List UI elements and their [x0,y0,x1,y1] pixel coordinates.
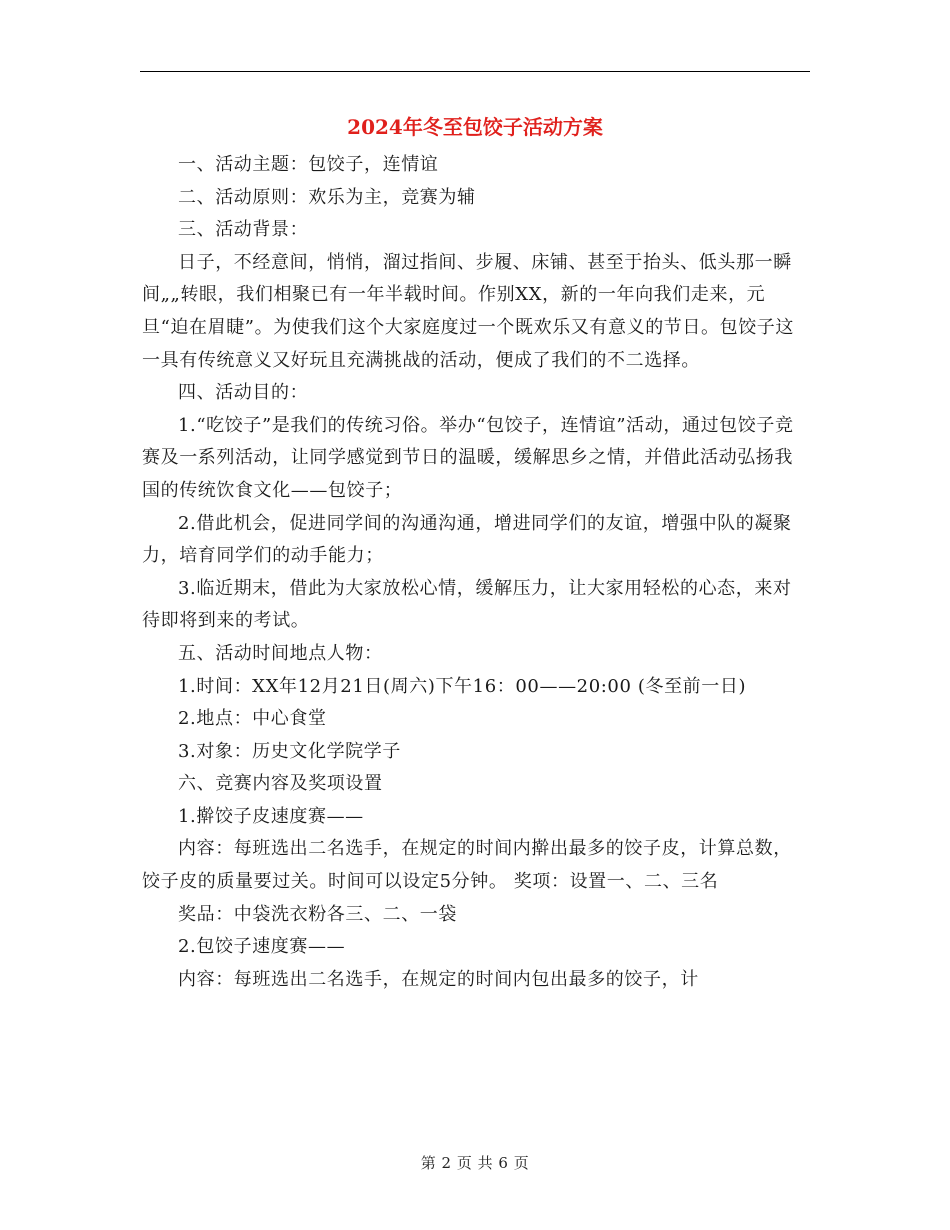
contest-1-content: 内容：每班选出二名选手，在规定的时间内擀出最多的饺子皮，计算总数，饺子皮的质量要过关。时间可以设定5分钟。 奖项：设置一、二、三名 [142,838,792,893]
contest-1-title: 1.擀饺子皮速度赛—— [178,805,364,827]
section-time-place-heading: 五、活动时间地点人物： [178,642,383,664]
document-body [142,149,808,996]
contest-1-prize: 奖品：中袋洗衣粉各三、二、一袋 [178,903,457,925]
purpose-item-1: 1.“吃饺子”是我们的传统习俗。举办“包饺子，连情谊”活动，通过包饺子竞赛及一系列活动，让同学感觉到节日的温暖，缓解思乡之情，并借此活动弘扬我国的传统饮食文化——包饺子； [142,414,794,501]
header-rule [140,71,810,72]
section-purpose-heading: 四、活动目的： [178,382,309,404]
page-number-footer: 第 2 页 共 6 页 [420,1154,530,1172]
time-item: 1.时间：XX年12月21日(周六)下午16：00——20:00 (冬至前一日) [178,675,747,697]
section-principle: 二、活动原则：欢乐为主，竞赛为辅 [178,186,476,208]
document-title: 2024年冬至包饺子活动方案 [347,115,603,139]
section-contest-heading: 六、竞赛内容及奖项设置 [178,773,383,795]
section-theme: 一、活动主题：包饺子，连情谊 [178,154,439,175]
purpose-item-3: 3.临近期末，借此为大家放松心情，缓解压力，让大家用轻松的心态，来对待即将到来的考试。 [142,577,792,632]
audience-item: 3.对象：历史文化学院学子 [178,740,401,762]
contest-2-content: 内容：每班选出二名选手，在规定的时间内包出最多的饺子，计 [178,968,699,990]
section-background-heading: 三、活动背景： [178,219,309,241]
background-paragraph: 日子，不经意间，悄悄，溜过指间、步履、床铺、甚至于抬头、低头那一瞬间„„转眼，我们相聚已有一年半载时间。作别XX，新的一年向我们走来，元旦“迫在眉睫”。为使我们这个大家庭度过一个既欢乐又有意义的节日。包饺子这一具有传统意义又好玩且充满挑战的活动，便成了我们的不二选择。 [142,251,795,371]
purpose-item-2: 2.借此机会，促进同学间的沟通沟通，增进同学们的友谊，增强中队的凝聚力，培育同学们的动手能力； [142,512,792,567]
place-item: 2.地点：中心食堂 [178,708,327,730]
contest-2-title: 2.包饺子速度赛—— [178,936,346,958]
